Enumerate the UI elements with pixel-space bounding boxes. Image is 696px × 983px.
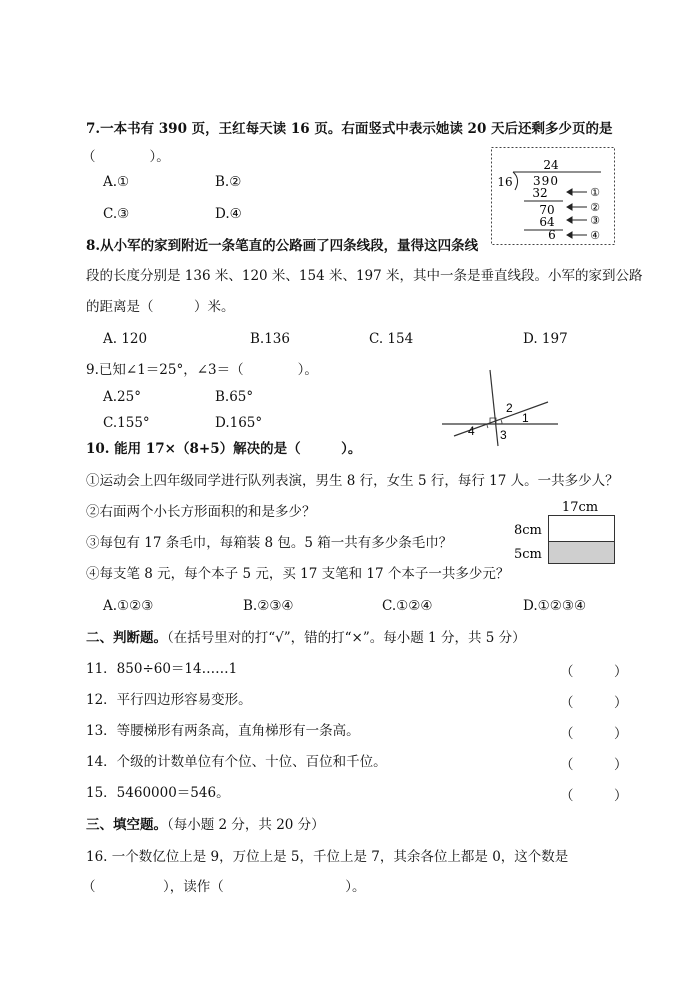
mark-3: ③ xyxy=(590,214,600,227)
judge-answer-15[interactable]: （ ） xyxy=(560,788,628,804)
judge-item-15: 15．5460000＝546。 xyxy=(86,785,230,801)
q7-option-d[interactable]: D.④ xyxy=(215,206,242,222)
q8-option-c[interactable]: C. 154 xyxy=(369,331,414,347)
long-division-figure xyxy=(491,147,615,245)
dividend: 390 xyxy=(533,174,559,188)
rectangle-figure xyxy=(512,498,618,568)
mark-1: ① xyxy=(590,186,600,199)
divisor: 16 xyxy=(497,175,513,189)
judge-item-14: 14．个级的计数单位有个位、十位、百位和千位。 xyxy=(86,754,387,770)
mark-2: ② xyxy=(590,201,600,214)
judge-item-11: 11．850÷60＝14……1 xyxy=(86,661,238,677)
q16-text-line2[interactable]: （ ），读作（ ）。 xyxy=(82,879,366,895)
q8-text-line3: 的距离是（ ）米。 xyxy=(86,299,235,315)
judge-item-13: 13．等腰梯形有两条高，直角梯形有一条高。 xyxy=(86,723,360,739)
angle-label-2: 2 xyxy=(506,401,513,415)
top-height-label: 8cm xyxy=(514,523,542,538)
q7-option-c[interactable]: C.③ xyxy=(103,206,130,222)
q9-option-b[interactable]: B.65° xyxy=(215,389,254,405)
section2-title: 二、判断题。 xyxy=(86,630,167,646)
angle-figure xyxy=(440,368,560,446)
q10-option-b[interactable]: B.②③④ xyxy=(243,598,294,614)
section2-note: （在括号里对的打“√”，错的打“×”。每小题 1 分，共 5 分） xyxy=(167,630,526,646)
judge-item-12: 12．平行四边形容易变形。 xyxy=(86,692,252,708)
q16-text-line1: 16. 一个数亿位上是 9，万位上是 5，千位上是 7，其余各位上都是 0，这个数是 xyxy=(86,849,569,865)
calc-row-3: 64 xyxy=(539,215,555,229)
width-label: 17cm xyxy=(561,500,599,515)
angle-label-1: 1 xyxy=(522,411,529,425)
judge-answer-13[interactable]: （ ） xyxy=(560,726,628,742)
section3-title: 三、填空题。 xyxy=(86,817,167,833)
q10-item-1: ①运动会上四年级同学进行队列表演，男生 8 行，女生 5 行，每行 17 人。一共多少人？ xyxy=(86,473,619,489)
q9-option-a[interactable]: A.25° xyxy=(103,389,141,405)
calc-row-2: 70 xyxy=(539,203,555,217)
angle-label-4: 4 xyxy=(468,424,475,438)
q8-text-line2: 段的长度分别是 136 米、120 米、154 米、197 米，其中一条是垂直线段。小军的家到公路 xyxy=(86,268,643,284)
q7-option-b[interactable]: B.② xyxy=(215,174,242,190)
q7-text-line1: 7.一本书有 390 页，王红每天读 16 页。右面竖式中表示她读 20 天后还剩多少页的是 xyxy=(86,121,613,137)
q10-item-3: ③每包有 17 条毛巾，每箱装 8 包。5 箱一共有多少条毛巾？ xyxy=(86,535,453,551)
judge-answer-14[interactable]: （ ） xyxy=(560,757,628,773)
judge-answer-11[interactable]: （ ） xyxy=(560,664,628,680)
calc-row-4: 6 xyxy=(548,228,556,242)
q10-text: 10. 能用 17×（8+5）解决的是（ ）。 xyxy=(86,441,362,457)
q10-option-d[interactable]: D.①②③④ xyxy=(523,598,587,614)
quotient: 24 xyxy=(543,158,559,172)
q10-item-2: ②右面两个小长方形面积的和是多少？ xyxy=(86,504,316,520)
q9-option-d[interactable]: D.165° xyxy=(215,415,263,431)
q10-option-c[interactable]: C.①②④ xyxy=(382,598,433,614)
mark-4: ④ xyxy=(590,229,600,242)
section3-note: （每小题 2 分，共 20 分） xyxy=(167,817,325,833)
bottom-height-label: 5cm xyxy=(514,547,542,562)
q10-option-a[interactable]: A.①②③ xyxy=(103,598,154,614)
q8-option-b[interactable]: B.136 xyxy=(250,331,290,347)
q8-option-d[interactable]: D. 197 xyxy=(523,331,568,347)
q8-text-line1: 8.从小军的家到附近一条笔直的公路画了四条线段，量得这四条线 xyxy=(86,238,479,254)
q9-text: 9.已知∠1＝25°，∠3＝（ ）。 xyxy=(86,362,318,378)
q7-option-a[interactable]: A.① xyxy=(103,174,130,190)
angle-label-3: 3 xyxy=(500,428,507,442)
q8-option-a[interactable]: A. 120 xyxy=(103,331,148,347)
calc-row-1: 32 xyxy=(532,186,548,200)
judge-answer-12[interactable]: （ ） xyxy=(560,695,628,711)
q7-text-line2: （ ）。 xyxy=(82,149,170,165)
section2-heading xyxy=(86,629,526,647)
q10-item-4: ④每支笔 8 元，每个本子 5 元，买 17 支笔和 17 个本子一共多少元？ xyxy=(86,566,510,582)
section3-heading xyxy=(86,816,325,834)
q9-option-c[interactable]: C.155° xyxy=(103,415,150,431)
